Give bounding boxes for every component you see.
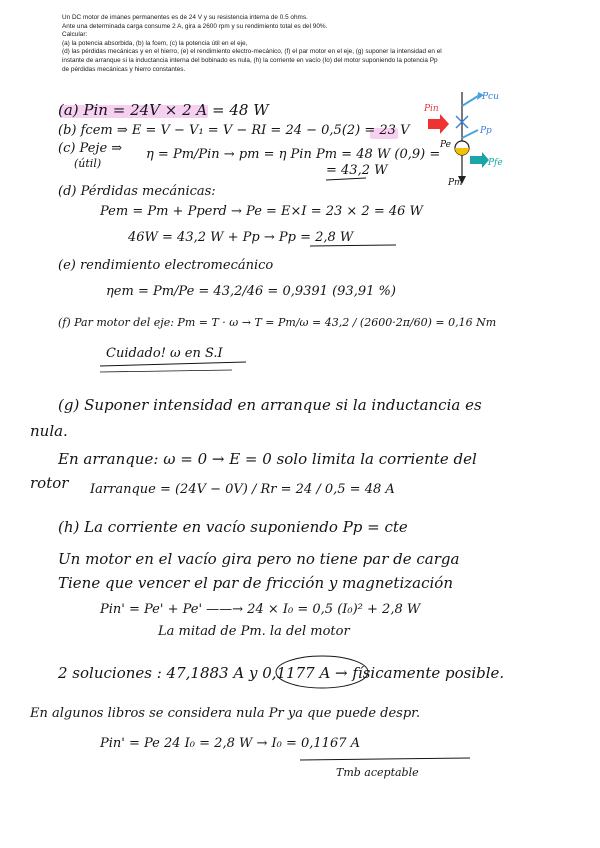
note-a: (a) Pin = 24V × 2 A = 48 W bbox=[58, 101, 269, 119]
note-c-formula: η = Pm/Pin → pm = η Pin Pm = 48 W (0,9) = bbox=[146, 147, 441, 162]
note-d-title: (d) Pérdidas mecánicas: bbox=[58, 184, 216, 199]
underline-d bbox=[310, 245, 396, 246]
note-h-line2: Un motor en el vacío gira pero no tiene par de carga bbox=[58, 550, 460, 568]
note-b: (b) fcem ⇒ E = V − V₁ = V − RI = 24 − 0,5(2) = 23 V bbox=[58, 123, 410, 138]
underline-f bbox=[100, 362, 246, 366]
note-d-line1: Pem = Pm + Pperd → Pe = E×I = 23 × 2 = 46 W bbox=[100, 204, 423, 219]
note-g-line4: rotor bbox=[30, 474, 69, 492]
note-h-line1: (h) La corriente en vacío suponiendo Pp = cte bbox=[58, 518, 408, 536]
note-g-line2: nula. bbox=[30, 422, 68, 440]
label-pp: Pp bbox=[480, 126, 492, 136]
note-f-warning: Cuidado! ω en S.I bbox=[106, 346, 223, 361]
note-h-line9: Tmb aceptable bbox=[336, 766, 419, 779]
underline-c bbox=[326, 178, 366, 180]
note-h-line8: Pin' = Pe 24 I₀ = 2,8 W → I₀ = 0,1167 A bbox=[100, 736, 361, 751]
label-pm: Pm bbox=[448, 178, 463, 188]
note-f-line1: (f) Par motor del eje: Pm = T · ω → T = Pm/ω = 43,2 / (2600·2π/60) = 0,16 Nm bbox=[58, 316, 497, 329]
note-h-line3: Tiene que vencer el par de fricción y magnetización bbox=[58, 574, 453, 592]
label-pe: Pe bbox=[440, 140, 451, 150]
note-h-line6: 2 soluciones : 47,1883 A y 0,1177 A → físicamente posible. bbox=[58, 664, 505, 682]
statement-line-1: Un DC motor de imanes permanentes es de 24 V y su resistencia interna de 0.5 ohms. bbox=[62, 14, 308, 21]
circle-solution bbox=[276, 656, 368, 688]
note-h-line4: Pin' = Pe' + Pe' ——→ 24 × I₀ = 0,5 (I₀)² + 2,8 W bbox=[100, 602, 421, 617]
note-g-line1: (g) Suponer intensidad en arranque si la inductancia es bbox=[58, 396, 482, 414]
note-c-util: (útil) bbox=[74, 157, 102, 170]
note-e-title: (e) rendimiento electromecánico bbox=[58, 258, 274, 273]
statement-line-7: de pérdidas mecánicas y hierro constantes. bbox=[62, 65, 186, 73]
note-g-line3: En arranque: ω = 0 → E = 0 solo limita la corriente del bbox=[58, 450, 477, 468]
note-d-line2: 46W = 43,2 W + Pp → Pp = 2,8 W bbox=[128, 230, 354, 245]
note-c-label: (c) Peje ⇒ bbox=[58, 141, 123, 156]
statement-line-2: Ante una determinada carga consume 2 A, gira a 2600 rpm y su rendimiento total es del 90%. bbox=[62, 22, 328, 30]
statement-line-3: Calcular: bbox=[62, 31, 88, 39]
underline-f2 bbox=[100, 370, 232, 372]
note-c-result: = 43,2 W bbox=[326, 163, 388, 178]
note-h-line7: En algunos libros se considera nula Pr ya que puede despr. bbox=[30, 706, 421, 721]
label-pin: Pin bbox=[424, 104, 439, 114]
note-h-line5: La mitad de Pm. la del motor bbox=[158, 624, 350, 639]
note-e-line1: ηem = Pm/Pe = 43,2/46 = 0,9391 (93,91 %) bbox=[106, 284, 396, 299]
label-pfe: Pfe bbox=[488, 158, 503, 168]
note-g-line5: Iarranque = (24V − 0V) / Rr = 24 / 0,5 = 48 A bbox=[90, 482, 395, 497]
statement-line-5: (d) las pérdidas mecánicas y en el hierro, (e) el rendimiento electro-mecánico, (f) el par motor en el eje, (g) suponer la intensidad en el bbox=[62, 48, 442, 56]
statement-line-6: instante de arranque si la inductancia interna del bobinado es nula, (h) la corriente en vacío (Io) del motor suponiendo la potencia Pp bbox=[62, 56, 438, 64]
underline-h bbox=[300, 758, 470, 760]
statement-line-4: (a) la potencia absorbida, (b) la fcem, (c) la potencia útil en el eje, bbox=[62, 39, 248, 47]
label-pcu: Pcu bbox=[482, 92, 499, 102]
